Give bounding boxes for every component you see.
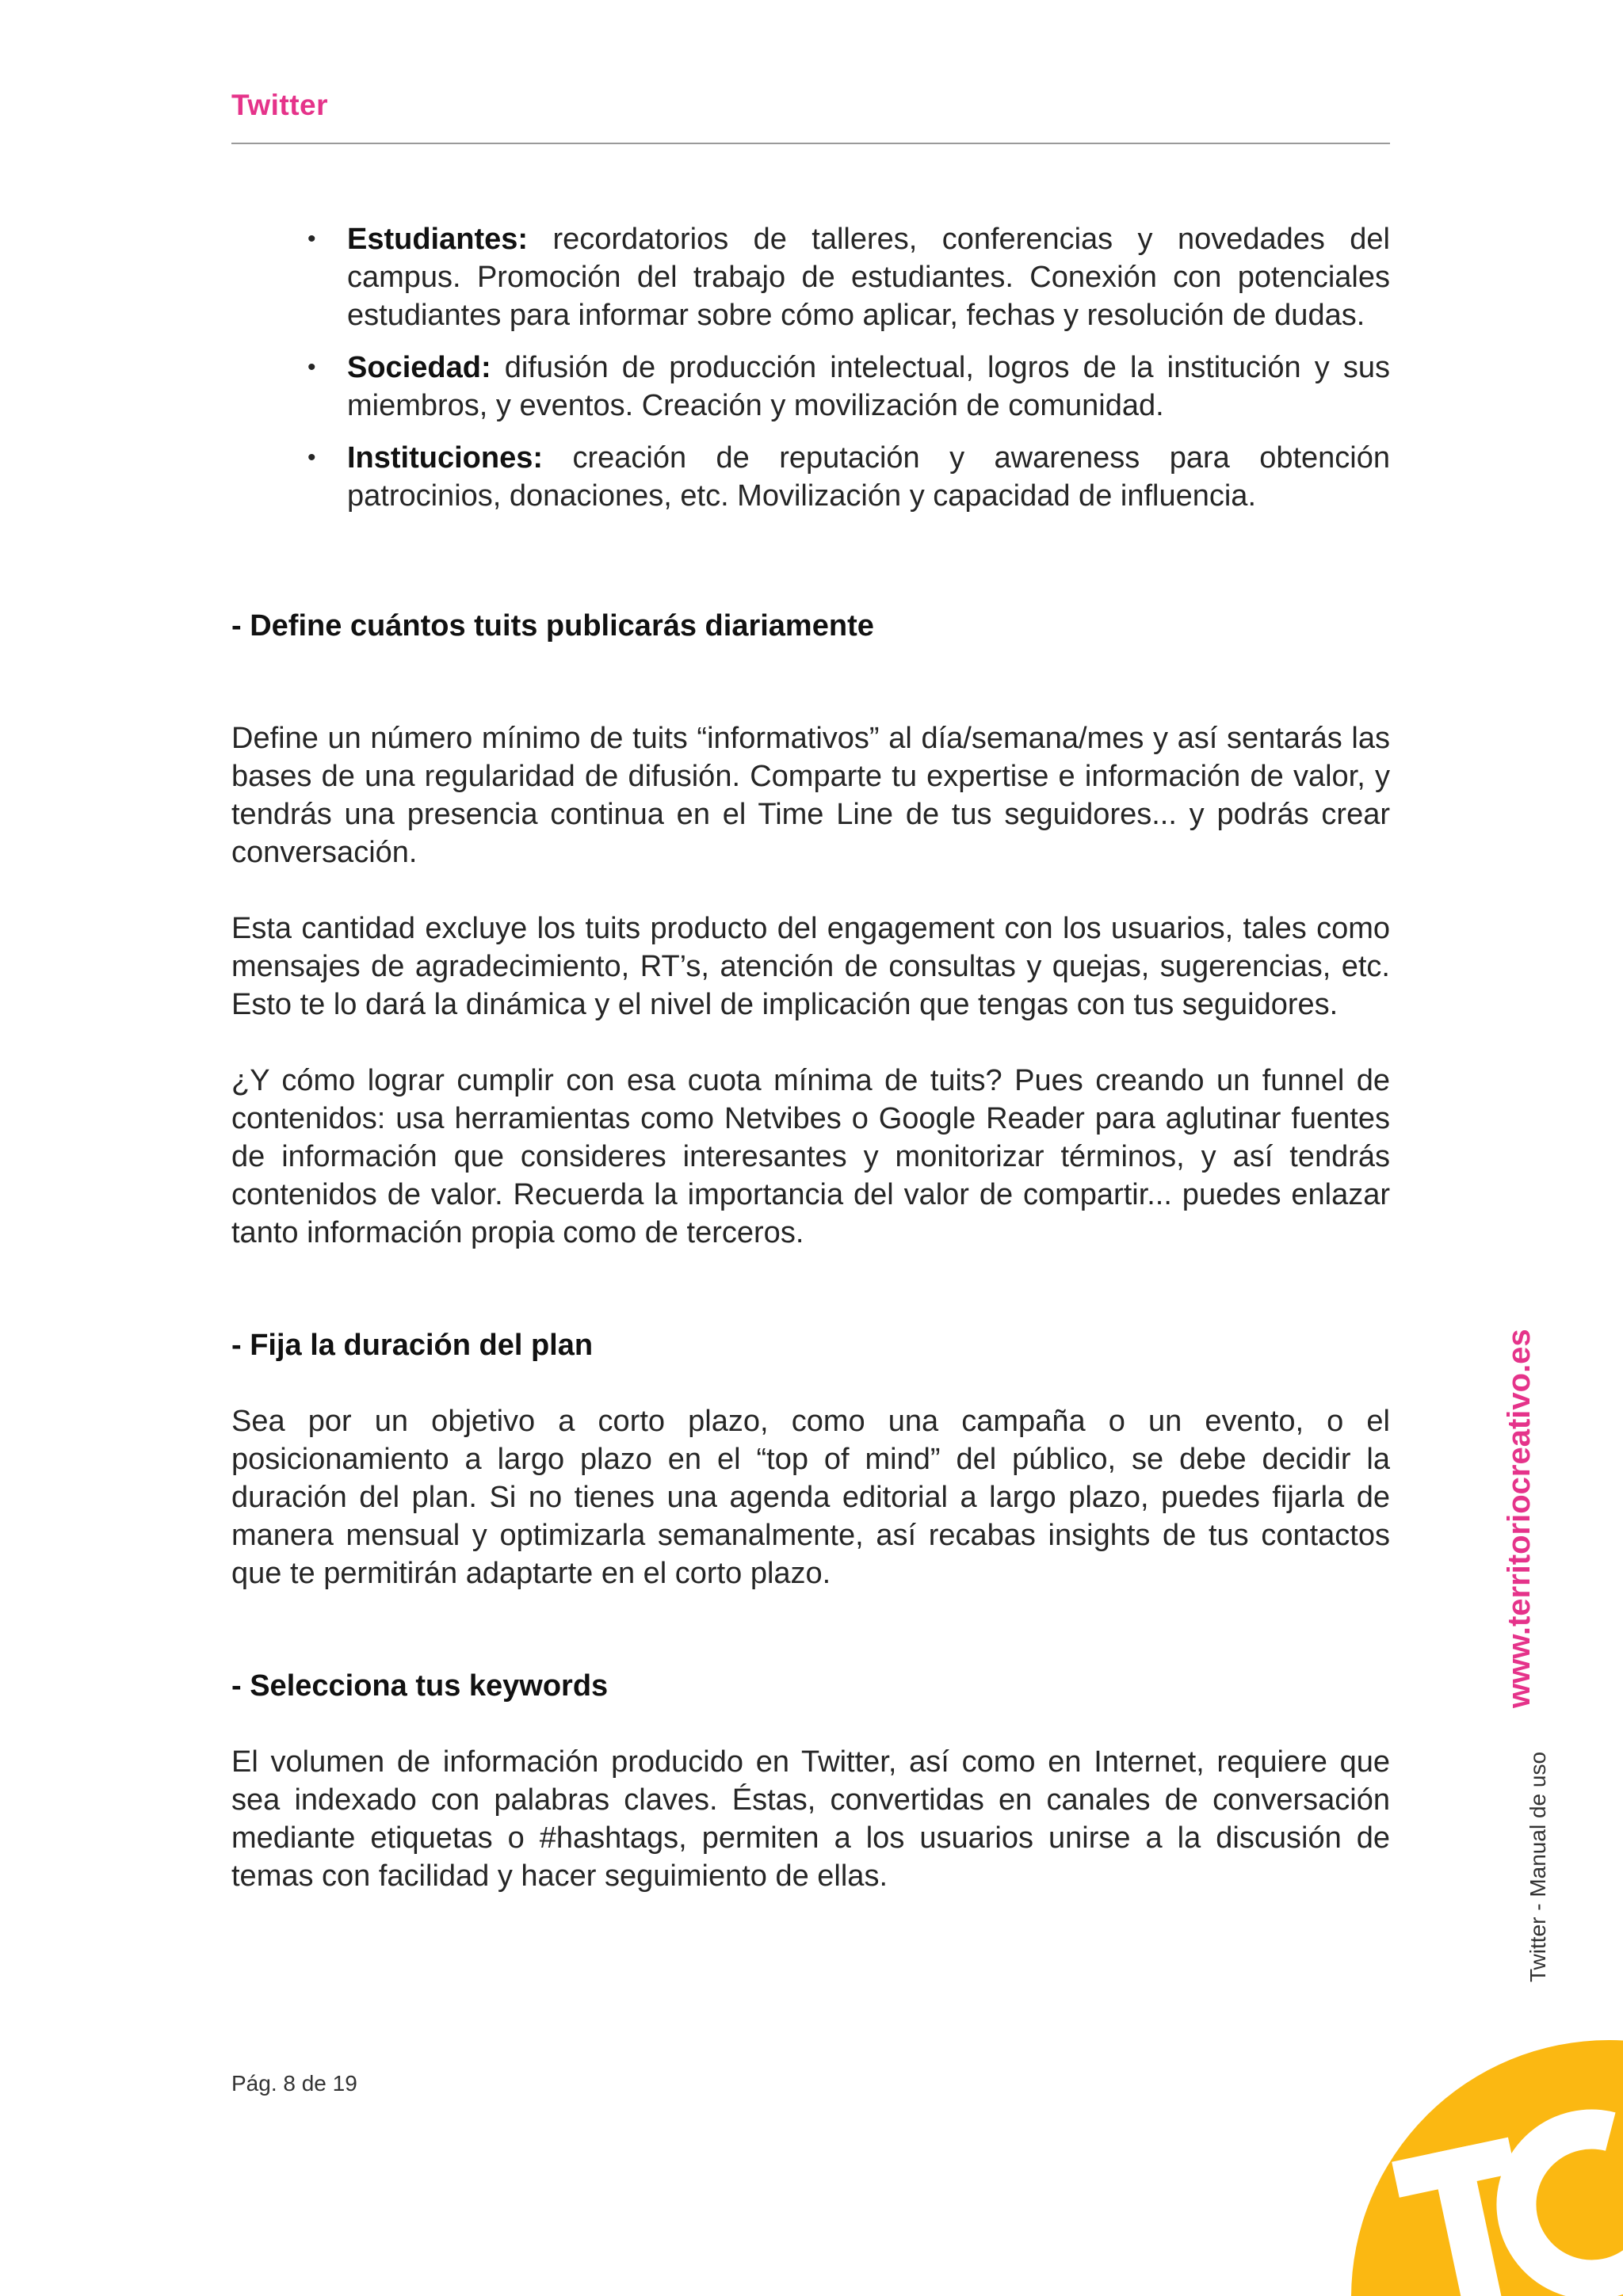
bullet-dot: • — [307, 226, 316, 252]
logo-letters: TC — [1347, 2028, 1349, 2029]
list-item-label: Instituciones: — [347, 441, 544, 475]
page-content — [231, 220, 1390, 1895]
list-item-label: Sociedad: — [347, 351, 491, 384]
list-item — [307, 439, 1390, 515]
list-item — [307, 349, 1390, 425]
manual-label: Twitter - Manual de uso — [1526, 1751, 1550, 1982]
list-item-text: recordatorios de talleres, conferencias y novedades del campus. Promoción del trabajo de estudiantes. Conexión con potenciales estudiantes para informar sobre cómo aplicar, fechas y resolución de dudas. — [347, 223, 1390, 332]
section-heading: - Fija la duración del plan — [231, 1329, 594, 1362]
list-item-text: creación de reputación y awareness para obtención patrocinios, donaciones, etc. Movilización y capacidad de influencia. — [347, 441, 1390, 513]
page-number: Pág. 8 de 19 — [231, 2071, 357, 2096]
header-title: Twitter — [231, 89, 329, 121]
paragraph: El volumen de información producido en Twitter, así como en Internet, requiere que sea indexado con palabras claves. Éstas, convertidas en canales de conversación mediante etiquetas o #hashtags, permiten a los usuarios unirse a la discusión de temas con facilidad y hacer seguimiento de ellas. — [231, 1745, 1390, 1893]
bullet-dot: • — [307, 444, 316, 471]
paragraph: Esta cantidad excluye los tuits producto del engagement con los usuarios, tales como mensajes de agradecimiento, RT’s, atención de consultas y quejas, sugerencias, etc. Esto te lo dará la dinámica y el nivel de implicación que tengas con tus seguidores. — [231, 912, 1390, 1021]
website-url[interactable]: www.territoriocreativo.es — [1502, 1329, 1537, 1708]
audience-list — [307, 220, 1390, 515]
list-item-text: difusión de producción intelectual, logros de la institución y sus miembros, y eventos. Creación y movilización de comunidad. — [347, 351, 1390, 422]
paragraph: ¿Y cómo lograr cumplir con esa cuota mínima de tuits? Pues creando un funnel de contenidos: usa herramientas como Netvibes o Google Reader para aglutinar fuentes de información que consideres interesantes y monitorizar términos, y así tendrás contenidos de valor. Recuerda la importancia del valor de compartir... puedes enlazar tanto información propia como de terceros. — [231, 1064, 1390, 1249]
list-item — [307, 220, 1390, 334]
header-divider — [231, 143, 1390, 144]
list-item-label: Estudiantes: — [347, 223, 529, 256]
paragraph: Define un número mínimo de tuits “informativos” al día/semana/mes y así sentarás las bases de una regularidad de difusión. Comparte tu expertise e información de valor, y tendrás una presencia continua en el Time Line de tus seguidores... y podrás crear conversación. — [231, 722, 1390, 869]
bullet-dot: • — [307, 354, 316, 380]
paragraph: Sea por un objetivo a corto plazo, como una campaña o un evento, o el posicionamiento a largo plazo en el “top of mind” del público, se debe decidir la duración del plan. Si no tienes una agenda editorial a largo plazo, puedes fijarla de manera mensual y optimizarla semanalmente, así recabas insights de tus contactos que te permitirán adaptarte en el corto plazo. — [231, 1405, 1390, 1590]
section-heading: - Define cuántos tuits publicarás diariamente — [231, 609, 874, 643]
territorio-creativo-logo-icon — [1347, 2028, 1623, 2296]
section-heading: - Selecciona tus keywords — [231, 1669, 609, 1703]
